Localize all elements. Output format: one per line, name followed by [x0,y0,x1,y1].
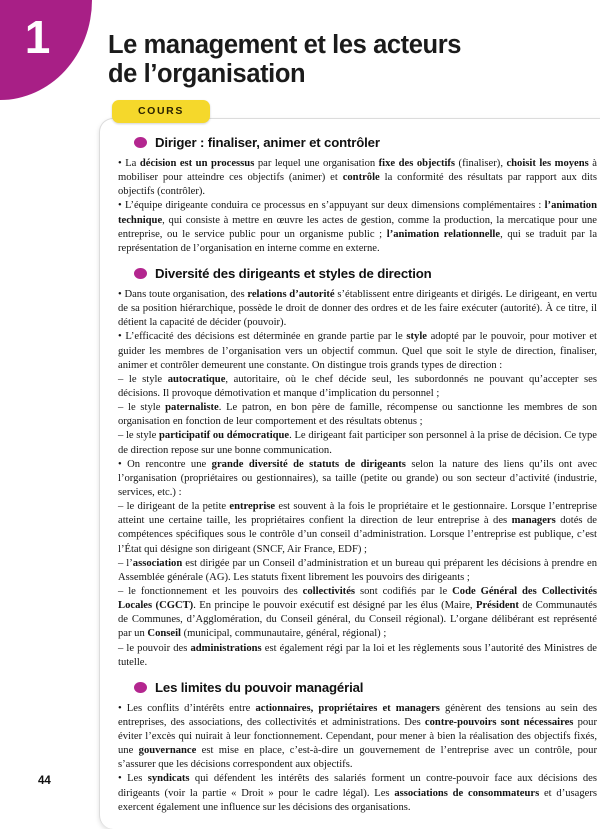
paragraph: • La décision est un processus par lequel une organisation fixe des objectifs (finaliser), choisit les moyens à mobiliser pour atteindre ces objectifs (animer) et contrôle la conformité des résultats par rapport aux dits objectifs (contrôler). [118,158,597,198]
list-item: – le style paternaliste. Le patron, en bon père de famille, récompense ou sanctionne les membres de son organisation en fonction de leur comportement et des résultats obtenus ; [118,402,597,428]
lesson-content-panel [99,118,600,829]
page-title-line-1: Le management et les acteurs [108,31,462,60]
bullet-circle-icon [134,682,147,693]
list-item: – l’association est dirigée par un Conseil d’administration et un bureau qui préparent les décisions à prendre en Assemblée générale (AG). Les statuts fixent librement les pouvoirs des dirigeants ; [118,557,597,583]
section-heading-label: Les limites du pouvoir managérial [155,679,364,695]
section-heading-diriger [134,135,597,150]
list-item: – le dirigeant de la petite entreprise est souvent à la fois le propriétaire et le gestionnaire. Lorsque l’entreprise atteint une certaine taille, les propriétaires confient la direction de leur entreprise à des managers dotés de compétences spécifiques sous le contrôle d’un conseil d’administration. Lorsque l’entreprise est publique, c’est l’État qui désigne son dirigeant (SNCF, Air France, EDF) ; [118,501,597,555]
page-title [108,31,578,89]
list-item: – le fonctionnement et les pouvoirs des collectivités sont codifiés par le Code Général des Collectivités Locales (CGCT). En principe le pouvoir exécutif est désigné par les élus (Maire, Président de Communautés de Communes, d’Agglomération, du Conseil général, du Conseil régional). L’organe délibérant est représenté par un Conseil (municipal, communautaire, général, régional) ; [118,585,597,640]
page-number: 44 [38,775,51,787]
list-item: – le pouvoir des administrations est également régi par la loi et les règlements sous l’autorité des Ministres de tutelle. [118,642,597,668]
paragraph: • L’équipe dirigeante conduira ce processus en s’appuyant sur deux dimensions complémentaires : l’animation technique, qui consiste à mettre en œuvre les actes de gestion, comme la production, la mercatique pour une entreprise, ou le service public pour un organisme public ; l’animation relationnelle, qui se traduit par la représentation de l’organisation en interne comme en externe. [118,200,598,254]
paragraph: • Dans toute organisation, des relations d’autorité s’établissent entre dirigeants et dirigés. Le dirigeant, en vertu de sa position hiérarchique, possède le droit de donner des ordres et de les faire exécuter (autorité). À ce titre, il détient la capacité de décider (pouvoir). [118,288,597,329]
section-heading-label: Diriger : finaliser, animer et contrôler [155,135,380,150]
list-item: – le style autocratique, autoritaire, où le chef décide seul, les subordonnés ne pouvant qu’accepter ses décisions. Il provoque démotivation et manque d’implication du personnel ; [118,373,597,399]
cours-tab: COURS [112,100,210,123]
page-title-line-2: de l’organisation [108,59,306,88]
bullet-circle-icon [134,268,147,279]
paragraph: • Les syndicats qui défendent les intérêts des salariés forment un contre-pouvoir face aux décisions des dirigeants (voir la partie « Droit » pour le cadre légal). Les associations de consommateurs et d’usagers exercent également une influence sur les décisions des organisations. [118,773,597,813]
paragraph: • L’efficacité des décisions est déterminée en grande partie par le style adopté par le pouvoir, pour motiver et guider les membres de l’organisation vers un objectif commun. Quel que soit le style de direction, finaliser, animer et contrôler demeurent une constante. On distingue trois grands types de direction : [118,331,597,371]
paragraph: • Les conflits d’intérêts entre actionnaires, propriétaires et managers génèrent des tensions au sein des entreprises, des associations, des collectivités et administrations. Des contre-pouvoirs sont nécessaires pour éviter l’excès qui nuirait à leur fonctionnement. Cependant, pour mener à bien la réalisation des objectifs fixés, une gouvernance est mise en place, c’est-à-dire un gouvernement de l’entreprise avec un contrôle, pour s’assurer que les décisions correspondent aux objectifs. [118,702,598,771]
list-item: – le style participatif ou démocratique. Le dirigeant fait participer son personnel à la prise de décision. Ce type de direction repose sur une bonne communication. [118,430,597,456]
section-heading-label: Diversité des dirigeants et styles de direction [155,265,432,281]
section-heading-limites [134,680,597,695]
chapter-number-badge [0,0,92,100]
section-heading-diversite [134,266,597,281]
paragraph: • On rencontre une grande diversité de statuts de dirigeants selon la nature des liens qu’ils ont avec l’organisation (propriétaires ou gestionnaires), sa taille (petite ou grande) ou son secteur d’activité (industrie, services, etc.) : [118,458,597,498]
bullet-circle-icon [134,137,147,148]
chapter-number: 1 [24,11,50,63]
